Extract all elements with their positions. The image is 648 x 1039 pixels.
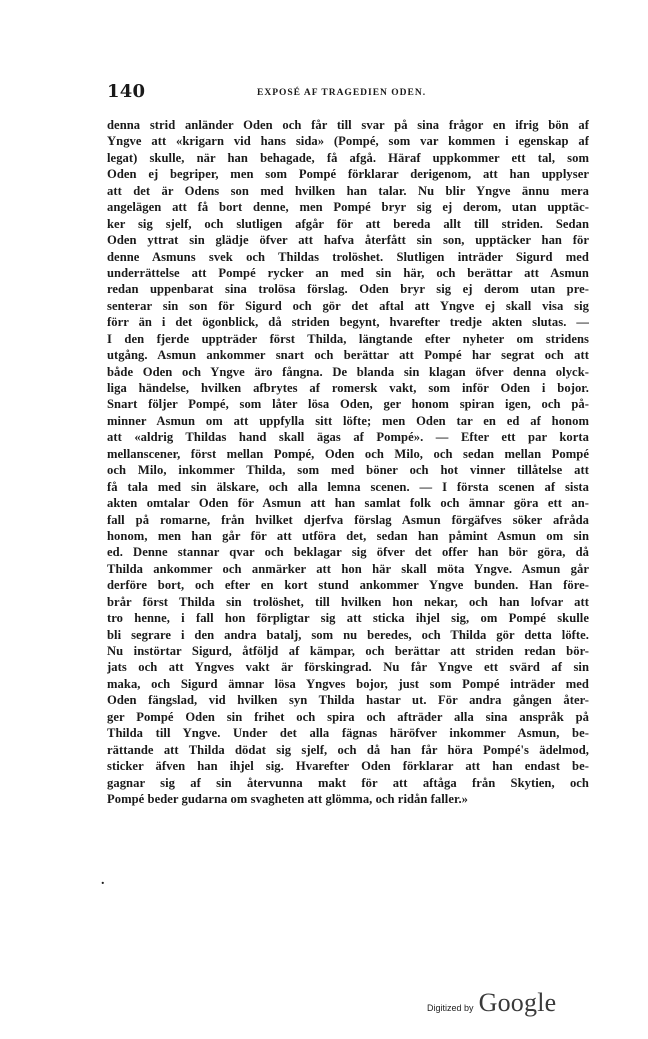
text-line: Oden fängslad, vid hvilken syn Thilda hastar ut. För andra gången åter- — [107, 693, 589, 708]
text-line: denne Asmuns svek och Thildas trolöshet. Slutligen inträder Sigurd med — [107, 249, 589, 264]
text-line: Snart följer Pompé, som låter lösa Oden, ger honom spiran igen, och på- — [107, 397, 589, 412]
page-header — [107, 82, 589, 104]
text-line: tro henne, i fall hon förpligtar sig att sticka ihjel sig, om Pompé skulle — [107, 611, 589, 626]
text-line: redan uppenbarat sina trolösa förslag. Oden bryr sig ej derom utan pre- — [107, 282, 589, 297]
text-line: brår först Thilda sin trolöshet, till hvilken hon nekar, och han lofvar att — [107, 594, 589, 609]
running-head: EXPOSÉ AF TRAGEDIEN ODEN. — [257, 88, 427, 98]
text-line: att «aldrig Thildas hand skall ägas af Pompé». — Efter ett par korta — [107, 430, 589, 445]
text-line: ed. Denne stannar qvar och beklagar sig öfver det offer han bör göra, då — [107, 545, 589, 560]
text-line-last: Pompé beder gudarna om svagheten att glömma, och ridån faller.» — [107, 791, 469, 806]
text-line: Oden ej begriper, men som Pompé förklarar derigenom, att han upplyser — [107, 167, 589, 182]
text-line: legat) skulle, när han behagade, få afgå. Häraf uppkommer ett tal, som — [107, 150, 589, 165]
text-line: maka, och Sigurd ämnar lösa Yngves bojor, just som Pompé inträder med — [107, 676, 589, 691]
text-line: gagnar sig af sin återvunna makt för att aftåga från Skytien, och — [107, 775, 589, 790]
text-line: Yngve att «krigarn vid hans sida» (Pompé, som var kommen i egenskap af — [107, 134, 589, 149]
text-line: utgång. Asmun ankommer snart och berättar att Pompé har segrat och att — [107, 348, 589, 363]
margin-mark: . — [101, 873, 105, 888]
text-line: bli segrare i den andra batalj, som nu beredes, och Thilda gör detta löfte. — [107, 627, 589, 642]
text-line: jats och att Yngves vakt är förskingrad. Nu får Yngve ett svärd af sin — [107, 660, 589, 675]
text-line: ker sig sjelf, och slutligen afgår för att bereda allt till striden. Sedan — [107, 216, 589, 231]
google-logo: Google — [478, 988, 557, 1017]
text-line: senterar sin son för Sigurd och gör det aftal att Yngve ej skall visa sig — [107, 298, 589, 313]
text-line: förr än i det ögonblick, då striden begynt, hvarefter tredje akten slutas. — — [107, 315, 589, 330]
text-line: både Oden och Yngve äro fångna. De blanda sin klagan öfver denna olyck- — [107, 364, 589, 379]
digitized-by-label: Digitized by — [427, 1003, 474, 1013]
text-line: fall på romarne, från hvilket djerfva förslag Asmun förgäfves söker afråda — [107, 512, 589, 527]
text-line: minner Asmun om att uppfylla sitt löfte; men Oden tar en ed af honom — [107, 413, 589, 428]
text-line: att det är Odens son med hvilken han talar. Nu blir Yngve ännu mera — [107, 183, 589, 198]
text-line: Oden yttrat sin glädje öfver att hafva återfått sin son, upptäcker han för — [107, 233, 589, 248]
text-line: underrättelse att Pompé rycker an med sin här, och berättar att Asmun — [107, 265, 589, 280]
text-line: sticker äfven han ihjel sig. Hvarefter Oden förklarar att han endast be- — [107, 759, 589, 774]
text-line: angelägen att få bort denne, men Pompé bryr sig ej derom, utan upptäc- — [107, 200, 589, 215]
digitized-by-google-watermark — [427, 988, 556, 1028]
text-line: mellanscener, först mellan Pompé, Oden och Milo, och sedan mellan Pompé — [107, 446, 589, 461]
text-line: ger Pompé Oden sin frihet och spira och afträder alla sina anspråk på — [107, 709, 589, 724]
text-line: och Milo, inkommer Thilda, som med böner och hot vinner tillåtelse att — [107, 463, 589, 478]
text-line: få tala med sin älskare, och alla lemna scenen. — I första scenen af sista — [107, 479, 589, 494]
text-line: liga händelse, hvilken afbrytes af romersk vakt, som inför Oden i bojor. — [107, 381, 589, 395]
text-line: akten omtalar Oden för Asmun att han samlat folk och ämnar göra ett an- — [107, 496, 589, 511]
text-line: denna strid anländer Oden och får till svar på sina frågor en ifrig bön af — [107, 118, 589, 132]
page-number: 140 — [107, 81, 146, 102]
text-line: I den fjerde uppträder först Thilda, längtande efter nyheter om stridens — [107, 331, 589, 346]
text-line: derföre bort, och efter en kort stund ankommer Yngve bunden. Han före- — [107, 578, 589, 593]
text-line: honom, men han går för att utföra det, sedan han påmint Asmun om sin — [107, 528, 589, 543]
text-line: rättande att Thilda dödat sig sjelf, och då han får höra Pompé's ädelmod, — [107, 742, 589, 757]
text-line: Nu instörtar Sigurd, åtföljd af kämpar, och berättar att striden redan bör- — [107, 644, 589, 658]
text-line: Thilda ankommer och anmärker att hon här skall möta Yngve. Asmun går — [107, 561, 589, 576]
body-text — [107, 117, 589, 807]
text-line: Thilda till Yngve. Under det alla fägnas häröfver inkommer Asmun, be- — [107, 726, 589, 741]
